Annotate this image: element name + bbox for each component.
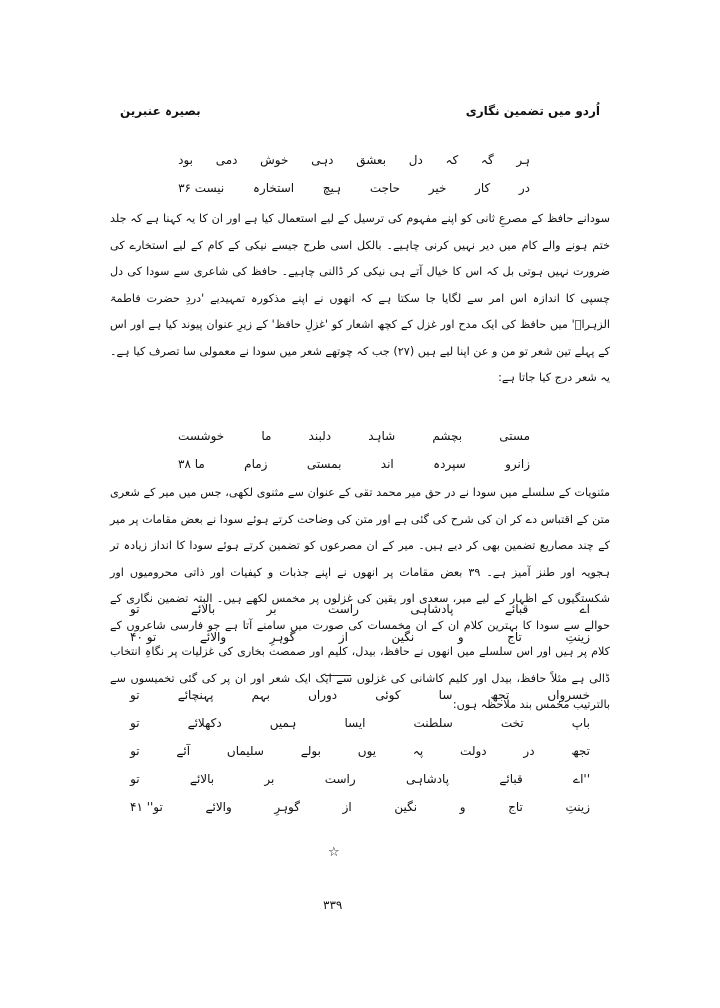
verse-word: حاجت xyxy=(369,181,401,195)
verse-word: پادشاہی xyxy=(410,602,454,616)
running-header-author: بصیرہ عنبرین xyxy=(120,104,201,118)
verse-word: بعشق xyxy=(356,153,387,167)
verse-word: یوں xyxy=(357,744,377,758)
verse-word: پادشاہی xyxy=(405,772,450,786)
verse-word: پہ xyxy=(412,744,424,758)
verse-word: و xyxy=(457,630,464,644)
verse-word: ایسا xyxy=(344,716,366,730)
verse-word: سلیماں xyxy=(226,744,264,758)
verse-word: بر xyxy=(264,772,275,786)
verse-word: راست xyxy=(327,602,359,616)
stanza-2-line-3 xyxy=(130,744,590,758)
verse-1-line-1 xyxy=(178,153,530,167)
verse-word: راست xyxy=(324,772,356,786)
verse-word: خسرواں xyxy=(547,688,590,702)
verse-word: نیست ۳۶ xyxy=(178,181,225,195)
verse-word: خیر xyxy=(428,181,447,195)
verse-word: تو'' ۴۱ xyxy=(130,800,163,814)
verse-word: مستی xyxy=(499,429,530,443)
verse-word: ہر xyxy=(516,153,530,167)
verse-word: تجھ xyxy=(490,688,510,702)
verse-word: زینتِ xyxy=(565,630,590,644)
verse-word: تو xyxy=(130,744,140,758)
stanza-2-line-1 xyxy=(130,688,590,702)
verse-word: ما ۳۸ xyxy=(178,457,205,471)
verse-word: دمی xyxy=(215,153,238,167)
verse-word: دلبند xyxy=(308,429,332,443)
stanza-2-line-4 xyxy=(130,772,590,786)
verse-word: گوہرِ xyxy=(269,630,296,644)
verse-word: تاج xyxy=(508,800,523,814)
verse-word: خوشست xyxy=(178,429,225,443)
verse-word: دوراں xyxy=(308,688,338,702)
section-divider xyxy=(325,675,351,676)
stanza-2-line-5 xyxy=(130,800,590,814)
verse-word: گوہرِ xyxy=(274,800,300,814)
verse-word: اند xyxy=(380,457,394,471)
verse-word: اے xyxy=(579,602,590,616)
stanza-2-line-2 xyxy=(130,716,590,730)
stanza-1-line-1 xyxy=(130,602,590,616)
verse-word: تاج xyxy=(507,630,522,644)
verse-word: آئے xyxy=(176,744,191,758)
page-number: ۳۳۹ xyxy=(323,898,343,912)
stanza-1-line-2 xyxy=(130,630,590,644)
verse-word: تو ۴۰ xyxy=(130,630,157,644)
verse-word: تو xyxy=(130,716,140,730)
verse-word: خوش xyxy=(260,153,289,167)
verse-word: بالائے xyxy=(189,772,215,786)
verse-word: قبائے xyxy=(499,772,523,786)
paragraph-2: مثنویات کے سلسلے میں سودا نے در حق میر محمد تقی کے عنوان سے مثنوی لکھی، جس میں میر کے شعری متن کے اقتباس دے کر ان کی شرح کی گئی ہے اور متن کی وضاحت کرتے ہوئے سودا نے بعض مقامات پر میر کے چند مصاریع تضمین بھی کر دیے ہیں۔ میر کے ان مصرعوں کو تضمین کرتے ہوئے سودا کا انداز زیادہ تر ہجویہ اور طنز آمیز ہے۔ ۳۹ بعض مقامات پر انھوں نے اپنے جذبات و کیفیات اور ذاتی محرومیوں اور شکستگیوں کے اظہار کے لیے میر، سعدی اور یقین کی غزلوں پر مخمس لکھے ہیں۔ البتہ تضمین نگاری کے حوالے سے سودا کا بہترین کلام ان کے ان مخمسات کی صورت میں سامنے آتا ہے جو فارسی شاعروں کے کلام پر ہیں اور اس سلسلے میں انھوں نے حافظ، بیدل، کلیم اور صمصت بخاری کی غزلیات پر نگاہِ انتخاب ڈالی ہے مثلاً حافظ، بیدل اور کلیم کاشانی کی غزلوں سے ایک ایک شعر اور ان پر کی گئی تخمیسوں سے بالترتیب مخمس بند ملاحظہ ہوں: xyxy=(110,486,611,711)
verse-word: شاہد xyxy=(368,429,396,443)
verse-word: دل xyxy=(408,153,423,167)
verse-word: قبائے xyxy=(504,602,529,616)
verse-word: زینتِ xyxy=(565,800,590,814)
verse-word: تجھ xyxy=(571,744,590,758)
verse-word: بہم xyxy=(251,688,270,702)
verse-word: باپ xyxy=(571,716,590,730)
verse-word: سلطنت xyxy=(413,716,453,730)
verse-word: بر xyxy=(266,602,277,616)
verse-word: بود xyxy=(178,153,193,167)
verse-word: والائے xyxy=(199,630,227,644)
verse-1-line-2 xyxy=(178,181,530,195)
verse-word: ہیچ xyxy=(322,181,342,195)
verse-word: بمستی xyxy=(306,457,342,471)
verse-word: ہمیں xyxy=(269,716,297,730)
verse-word: نگین xyxy=(391,630,415,644)
verse-word: بولے xyxy=(300,744,321,758)
verse-word: ''اے xyxy=(573,772,590,786)
verse-2-line-2 xyxy=(178,457,530,471)
verse-word: در xyxy=(518,181,530,195)
verse-word: تو xyxy=(130,688,140,702)
verse-word: دہی xyxy=(311,153,334,167)
verse-word: از xyxy=(338,630,348,644)
verse-word: کار xyxy=(475,181,491,195)
paragraph-1: سودانے حافظ کے مصرعِ ثانی کو اپنے مفہوم کی ترسیل کے لیے استعمال کیا ہے اور ان کا یہ کہنا ہے کہ جلد ختم ہونے والے کام میں دیر نہیں کرنی چاہیے۔ بالکل اسی طرح جیسے نیکی کے کام کے لیے استخارے کی ضرورت نہیں ہوتی بل کہ اس کا خیال آتے ہی نیکی کر ڈالنی چاہیے۔ حافظ کی شاعری سے سودا کی دل چسپی کا اندازہ اس امر سے لگایا جا سکتا ہے کہ انھوں نے اپنے مذکورہ تمہیدیے 'دردِ حضرت فاطمۃ الزہراؓ' میں حافظ کی ایک مدح اور غزل کے کچھ اشعار کو 'غزلِ حافظ' کے زیرِ عنوان پیوند کیا ہے اور اس کے پہلے تین شعر تو من و عن اپنا لیے ہیں (۲۷) جب کہ چوتھے شعر میں سودا نے معمولی سا تصرف کیا ہے۔ یہ شعر درج کیا جاتا ہے: xyxy=(110,212,611,384)
verse-word: از xyxy=(342,800,352,814)
verse-word: استخارہ xyxy=(252,181,295,195)
verse-word: بالائے xyxy=(190,602,216,616)
verse-word: ما xyxy=(261,429,272,443)
verse-word: دکھلائے xyxy=(187,716,222,730)
running-header-title: اُردو میں تضمین نگاری xyxy=(465,104,600,118)
verse-2-line-1 xyxy=(178,429,530,443)
verse-word: و xyxy=(459,800,466,814)
verse-word: تو xyxy=(130,772,140,786)
verse-word: بچشم xyxy=(432,429,463,443)
verse-word: نگین xyxy=(394,800,418,814)
verse-word: تخت xyxy=(500,716,524,730)
verse-word: والائے xyxy=(205,800,232,814)
verse-word: پہنچائے xyxy=(177,688,214,702)
verse-word: سپردہ xyxy=(433,457,466,471)
verse-word: زانرو xyxy=(505,457,530,471)
verse-word: زمام xyxy=(244,457,268,471)
verse-word: کوئی xyxy=(375,688,401,702)
verse-word: در xyxy=(523,744,535,758)
verse-word: گہ xyxy=(480,153,494,167)
verse-word: تو xyxy=(130,602,140,616)
verse-word: سا xyxy=(438,688,453,702)
verse-word: کہ xyxy=(445,153,459,167)
star-ornament-icon: ☆ xyxy=(328,845,340,860)
verse-word: دولت xyxy=(460,744,487,758)
